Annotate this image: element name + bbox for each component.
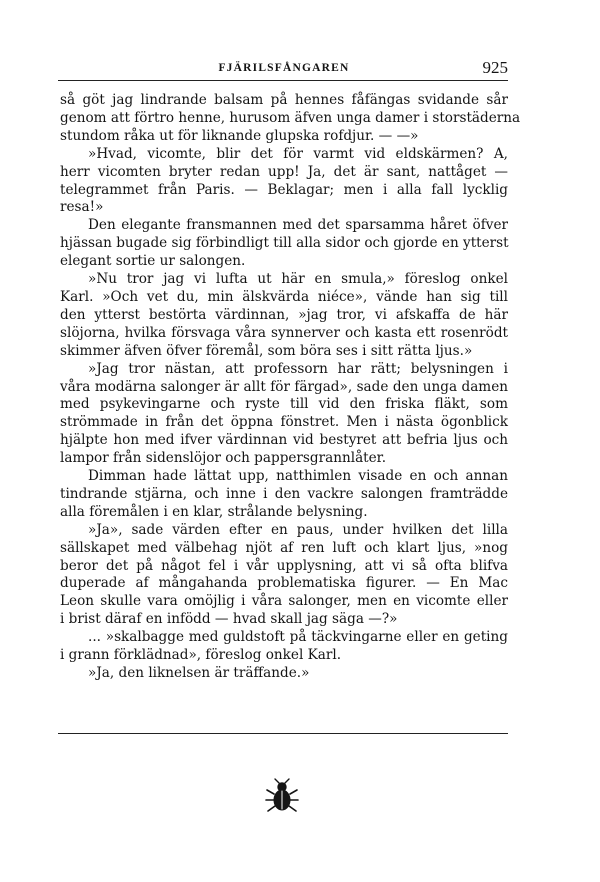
text-line: den ytterst bestörta värdinnan, »jag tror, vi afskaffa de här	[60, 306, 508, 323]
text-line: genom att förtro henne, hurusom äfven unga damer i storstäderna	[60, 109, 521, 126]
text-line: telegrammet från Paris. — Beklagar; men i alla fall lycklig	[60, 181, 508, 198]
header-rule	[58, 80, 508, 81]
text-line: »Hvad, vicomte, blir det för varmt vid eldskärmen? A,	[88, 145, 508, 162]
text-line: »Nu tror jag vi lufta ut här en smula,» föreslog onkel	[88, 271, 508, 288]
text-line: skimmer äfven öfver föremål, som böra ses i sitt rätta ljus.»	[60, 342, 473, 359]
text-line: med psykevingarne och ryste till vid den friska fläkt, som	[60, 396, 508, 413]
text-line: Den elegante fransmannen med det sparsamma håret öfver	[88, 217, 508, 234]
text-line: herr vicomten bryter redan upp! Ja, det är sant, nattåget —	[60, 163, 508, 180]
section-end-rule	[58, 733, 508, 734]
text-line: i grann förklädnad», föreslog onkel Karl.	[60, 647, 342, 664]
text-line: strömmade in från det öppna fönstret. Men i nästa ögonblick	[60, 414, 508, 431]
text-line: beror det på något fel i vår upplysning, att vi så ofta blifva	[60, 557, 508, 574]
text-line: resa!»	[60, 199, 104, 216]
text-line: slöjorna, hvilka försvaga våra synnerver och kasta ett rosenrödt	[60, 324, 508, 341]
text-line: »Ja, den liknelsen är träffande.»	[88, 665, 310, 681]
running-title: FJÄRILSFÅNGAREN	[218, 62, 350, 74]
text-line: »Jag tror nästan, att professorn har rätt; belysningen i	[88, 360, 508, 377]
text-line: så göt jag lindrande balsam på hennes fåfängas svidande sår	[60, 92, 508, 108]
text-line: Karl. »Och vet du, min älskvärda niéce», vände han sig till	[60, 288, 508, 305]
beetle-ornament-icon	[264, 778, 300, 816]
text-line: sällskapet med välbehag njöt af ren luft och klart ljus, »nog	[60, 539, 508, 556]
text-line: ... »skalbagge med guldstoft på täckvingarne eller en geting	[88, 629, 508, 646]
page-number: 925	[482, 58, 508, 77]
text-line: i brist däraf en infödd — hvad skall jag säga —?»	[60, 611, 398, 628]
text-line: lampor från sidenslöjor och pappersgrannlåter.	[60, 450, 387, 467]
text-line: våra modärna salonger är allt för färgad», sade den unga damen	[60, 378, 508, 395]
body-text	[60, 92, 521, 683]
page-header	[60, 58, 508, 80]
text-line: hjässan bugade sig förbindligt till alla sidor och gjorde en ytterst	[60, 235, 509, 252]
text-line: »Ja», sade värden efter en paus, under hvilken det lilla	[88, 521, 508, 538]
text-line: tindrande stjärna, och inne i den vackre salongen framträdde	[60, 485, 508, 502]
text-line: stundom råka ut för liknande glupska rofdjur. — —»	[60, 127, 419, 144]
text-line: Dimman hade lättat upp, natthimlen visade en och annan	[88, 468, 508, 485]
text-line: Leon skulle vara omöjlig i våra salonger, men en vicomte eller	[60, 593, 508, 610]
text-line: elegant sortie ur salongen.	[60, 253, 246, 270]
text-line: alla föremålen i en klar, strålande belysning.	[60, 503, 368, 520]
text-line: hjälpte hon med ifver värdinnan vid bestyret att befria ljus och	[60, 432, 508, 449]
text-line: duperade af mångahanda problematiska figurer. — En Mac	[60, 575, 508, 592]
